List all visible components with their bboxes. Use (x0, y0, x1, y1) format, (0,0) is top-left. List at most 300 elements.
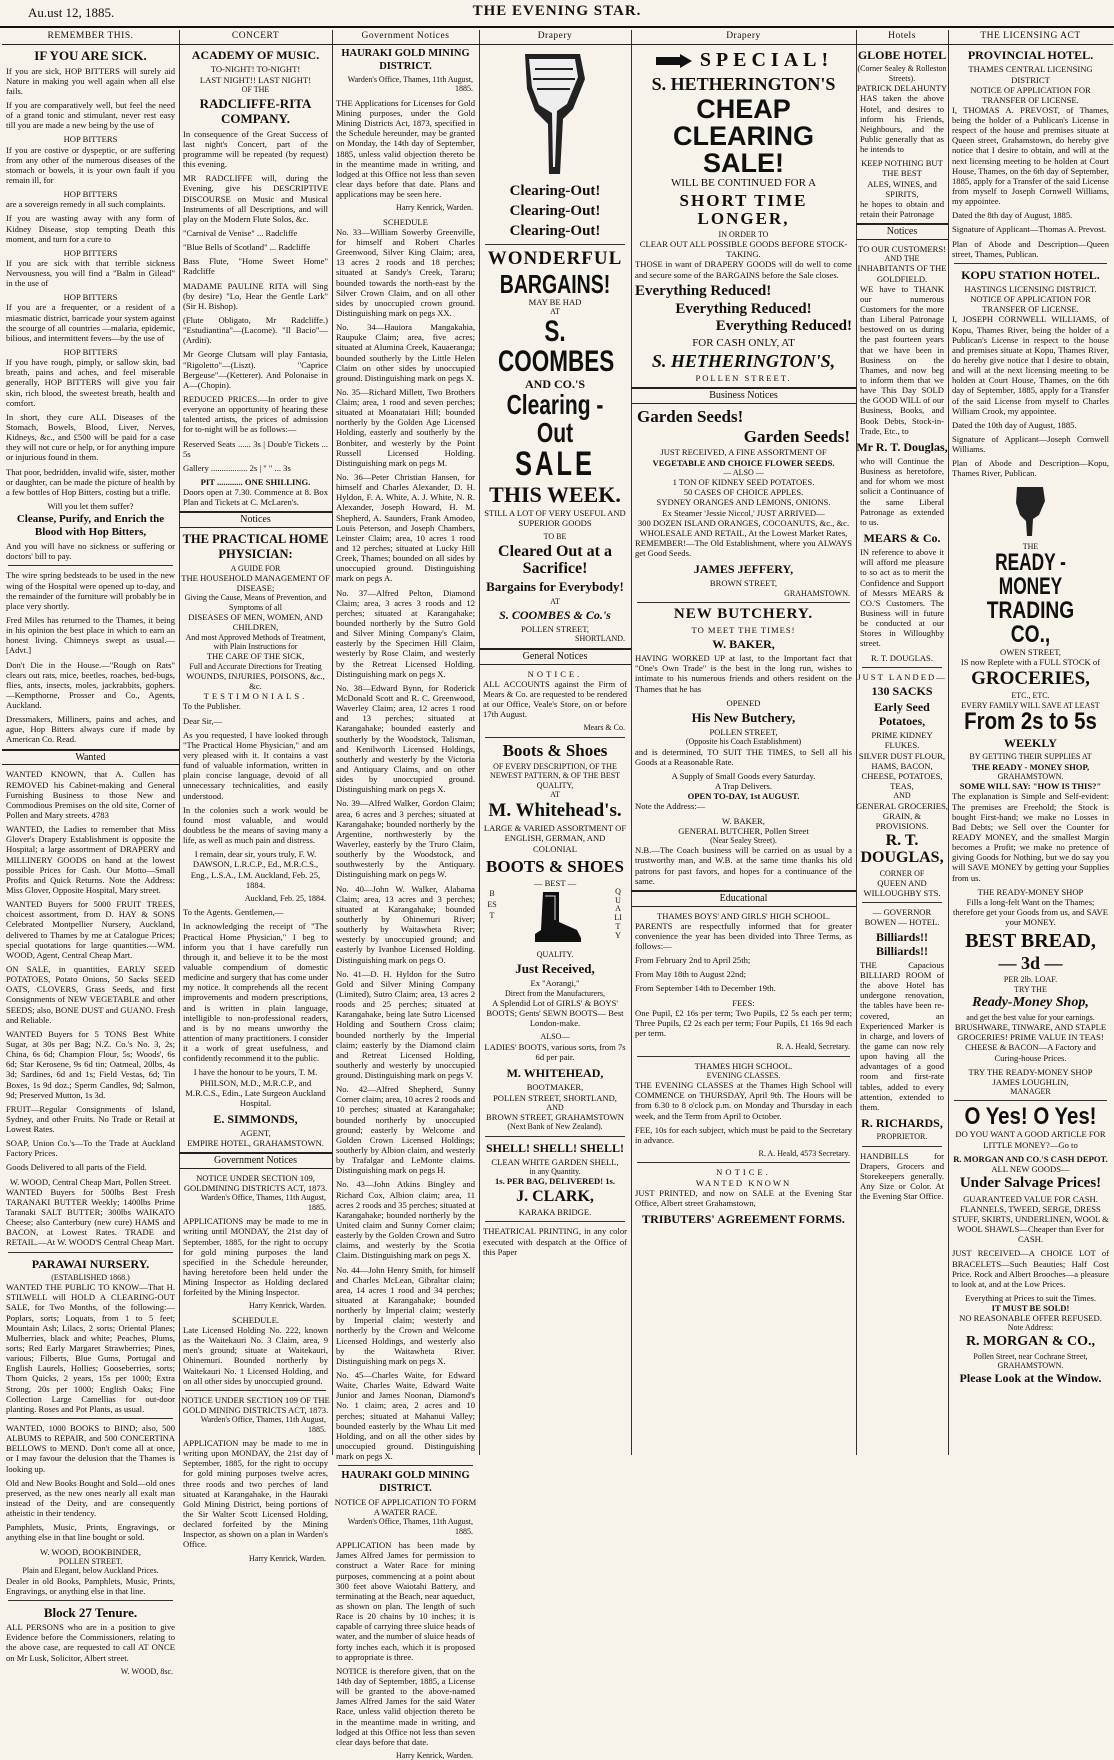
customers-sig: R. T. DOUGLAS. (871, 652, 933, 663)
customers-text: IN reference to above it will afford me pleasure to so act as to merit the Confidence and Support of Messrs MEARS & CO.'S Customers. The Business will in future be conducted at our Stores in Willoughby street. (860, 547, 944, 649)
kopu-dated: Dated the 10th day of August, 1885. (952, 419, 1077, 430)
physician-sig: I remain, dear sir, yours truly, F. W. DAWSON, L.R.C.P., Ed., M.R.C.S., Eng., L.S.A., I.M. Auckland, Feb. 25, 1884. (190, 849, 321, 890)
boots-direct: Direct from the Manufacturers, (505, 988, 605, 998)
bowen-title: — GOVERNOR BOWEN — HOTEL. (864, 907, 940, 928)
physician-pub: To the Publisher. (183, 701, 241, 712)
coombes-sale: SALE (514, 444, 596, 483)
schedule-entry: No. 38—Edward Bynn, for Roderick McDonald Scott and R. C. Greenwood, Waverley Claim; area, 12 acres 1 rood and 13 perches; situated at Karangahake; bounded easterly and southerly by the Woodstock, Talisman, and Kenilworth Licensed Holdings, southerly and westerly by the Victoria and Antiquary Claims, and on other sides by unoccupied ground. Distinguishing mark on pegs X. (336, 682, 475, 795)
schedule-entry: No. 33—William Sowerby Greenville, for himself and Robert Charles Greenwood, Silver King Claim; area, 13 acres 2 roods and 18 perches; situated at Sandy's Creek, Tararu; bounded towards the north-east by the Silver Crown Claim, and on all other sides by unoccupied crown ground. Distinguishing mark on pegs XX. (336, 226, 475, 318)
section-licensing: THE LICENSING ACT (948, 30, 1113, 45)
hop-text: If you are comparatively well, but feel the need of a grand tonic and stimulant, never rest easy till you are made a new being by the use of (6, 99, 175, 131)
pointing-hand-icon (1011, 483, 1051, 538)
wanted-sig: W. WOOD, Central Cheap Mart, Pollen Street. (9, 1176, 172, 1187)
physician-line: DISEASES OF MEN, WOMEN, AND CHILDREN, (188, 612, 323, 633)
masthead-date: Au.ust 12, 1885. (28, 5, 115, 20)
divider (8, 1600, 173, 1601)
butchery-supply: A Supply of Small Goods every Saturday. (671, 771, 816, 781)
ready-expl: The explanation is Simple and Self-evident: The premises are Freehold; the Stock is bought First-hand; we make no Losses in Bad Debts; we Sell over the Counter for READY MONEY, and the smallest Margin becomes a Profit; we make no pretence of giving Goods for Nothing, but we do say you will SAVE MONEY by getting your Supplies from us. (952, 791, 1109, 883)
physician-hotel: EMPIRE HOTEL, GRAHAMSTOWN. (187, 1138, 324, 1149)
column-2 (179, 30, 333, 1563)
hop-text: In short, they cure ALL Diseases of the Stomach, Bowels, Blood, Liver, Nerves, Kidneys, &c., and £500 will be paid for a case they will not cure or help, or for anything impure or injurious found in them. (6, 411, 175, 463)
boots-quality-vertical: QUALITY (614, 886, 622, 940)
coombes-andco: AND CO.'S (524, 376, 585, 391)
divider (862, 1146, 942, 1147)
boots-also: ALSO— (540, 1032, 570, 1042)
divider (338, 1465, 473, 1466)
books-text: Pamphlets, Music, Prints, Engravings, or anything else in that line bought or sold. (6, 1522, 175, 1543)
local-item: The wire spring bedsteads to be used in the new wing of the Hospital were opened up to-day, and the remainder of the furniture will probably be in place very shortly. (6, 570, 175, 611)
gov-text: Late Licensed Holding No. 222, known as the Waitekauri No. 3 Claim, area, 9 men's ground; situate at Waitekauri, Ohinemuri. Bounded northerly by Waitekauri No. 1 Licensed Holding, and on all other sides by unoccupied ground. (183, 1325, 328, 1386)
handbills-text: HANDBILLS for Drapers, Grocers and Storekeepers generally. Any Size or Color. At the Evening Star Office. (860, 1150, 944, 1202)
edu-sig: R. A. Heald, Secretary. (776, 1042, 850, 1052)
landed-and: AND (893, 791, 911, 801)
ready-etc: ETC., ETC. (1011, 691, 1050, 701)
race-text: APPLICATION has been made by James Alfred James for permission to construct a Water Race for mining purposes, commencing at a point about 300 feet above Waiotahi Battery, and terminating at the Beach, near aqueduct, as shown on plan. The length of such Race is 20 chains by 10 inches; it is capable of carrying three sluice heads of water, and the number of sluice heads of forty inches each, which it is proposed to appropriate is three. (336, 1540, 476, 1662)
special-title: SPECIAL! (699, 49, 834, 72)
provincial-notice: NOTICE OF APPLICATION FOR TRANSFER OF LICENSE. (970, 84, 1091, 105)
seeds-remember: REMEMBER!—The Old Establishment, where you ALWAYS get Good Seeds. (635, 538, 852, 559)
boots-graphic-block (479, 888, 631, 950)
ready-fills: Fills a long-felt Want on the Thames; therefore get your Goods from us, and SAVE your MONEY. (953, 896, 1108, 928)
boots-whitehead: M. Whitehead's. (488, 800, 622, 822)
wanted-ad: WANTED, the Ladies to remember that Miss Glover's Drapery Establishment is opposite the Hospital; a large assortment of DRAPERY and MILLINERY GOODS on hand at the lowest possible Prices for Cash. Our Motto—Small Profits and Quick Returns. Note the Address: Miss Glover, Opposite Hospital, Mary street. (6, 824, 175, 895)
morgan-all: ALL NEW GOODS— (991, 1163, 1070, 1174)
boots-large: LARGE & VARIED ASSORTMENT OF ENGLISH, GERMAN, AND COLONIAL (483, 823, 627, 854)
hop-text: If you are wasting away with any form of Kidney Disease, stop tempting Death this moment, and turn for a cure to (6, 213, 175, 244)
wanted-ad: Goods Delivered to all parts of the Field. (6, 1162, 147, 1173)
hop-text: If you have rough, pimply, or sallow skin, bad breath, pains and aches, and feel miserable generally, HOP BITTERS will give you fair skin, rich blood, the sweetest breath, health and comfort. (6, 357, 175, 408)
seeds-title-2: Garden Seeds! (743, 426, 850, 446)
race-office: Warden's Office, Thames, 11th August, 1885. (347, 1517, 473, 1536)
ready-shop-2: THE READY-MONEY SHOP (977, 886, 1084, 897)
kopu-plan: Plan of Abode and Description—Kopu, Thames River, Publican. (952, 458, 1109, 479)
physician-sig: I have the honour to be yours, T. M. PHILSON, M.D., M.R.C.P., and M.R.C.S., Edin., Late Surgeon Auckland Hospital. (185, 1067, 326, 1108)
physician-agent-label: AGENT, (240, 1128, 271, 1139)
physician-agents: To the Agents. Gentlemen,— (183, 907, 284, 918)
kopu-notice: NOTICE OF APPLICATION FOR TRANSFER OF LICENSE. (970, 294, 1091, 315)
hop-text: If you are costive or dyspeptic, or are suffering from any other of the numerous diseases of the stomach or bowels, it is your own fault if you remain ill, for (6, 144, 175, 185)
masthead-title: THE EVENING STAR. (472, 3, 642, 19)
masthead (0, 0, 1114, 28)
parawai-text: WANTED THE PUBLIC TO KNOW—That H. STILWELL will HOLD A CLEARING-OUT SALE, for Two Months, of the following:—Poplars, sorts; Loquats, from 1 to 5 feet; Mountain Ash; Lilacs, 2 sorts; Oriental Planes; Mulberries, black and white; Peaches, Plums, sorts; Red Early Margaret Strawberries; Pines, various; Filberts, Blue Gums, Portugal and English Laurels, Hollies; Gooseberries, sorts; Thorn Quicks, 2 years, 15s per 1000; Extra Strong, 20s per 1000; English Oaks; Fine Collection Large Camellias for out-door planting. Roses and Pot Plants, as usual. (6, 1282, 175, 1414)
column-3 (332, 30, 480, 1760)
boots-maker: BOOTMAKER, (526, 1082, 584, 1093)
boots-received: Just Received, (515, 961, 595, 977)
gov-sig: Harry Kenrick, Warden. (249, 1553, 326, 1563)
wanted-ad: WANTED Buyers for 5000 FRUIT TREES, choicest assortment, from D. HAY & SONS Celebrated Montpellier Nursery, Auckland, delivered to Thames by me at Catalogue Prices; special quotations for large quantities.—WM. WOOD, Agent, Central Cheap Mart. (6, 899, 175, 960)
divider (485, 244, 625, 245)
parawai-title: PARAWAI NURSERY. (31, 1256, 150, 1271)
hop-title: IF YOU ARE SICK. (34, 48, 147, 64)
butchery-open: OPEN TO-DAY, 1st AUGUST. (687, 791, 800, 802)
gov-schedule: SCHEDULE. (231, 1314, 280, 1325)
boots-and: AND (546, 1102, 564, 1112)
physician-date: Auckland, Feb. 25, 1884. (244, 893, 326, 903)
physician-body: In the colonies such a work would be found most valuable, and would doubtless be the means of saving many a life, as well as much pain and distress. (183, 804, 328, 846)
edu-term: From May 18th to August 22nd; (635, 969, 747, 980)
books-dealer: Dealer in old Books, Pamphlets, Music, Prints, Engravings, or anything else in that line. (6, 1575, 175, 1596)
physician-body: In acknowledging the receipt of "The Practical Home Physician," I beg to inform you that I have carefully run through it, and believe it to be the most valuable compendium of domestic medicine and surgery that has come under my notice. It comprehends all the recent improvements and modern prescriptions, and is written in plain language, intelligible to non-professional readers, and is by no means unworthy the attention of many practitioners. I consider it a work of great usefulness, and confidently recommend it to the public. (183, 921, 328, 1064)
ready-groceries: GROCERIES, (971, 668, 1090, 690)
books-text: WANTED, 1000 BOOKS to BIND; also, 500 ALBUMS to REPAIR, and 500 CONCERTINA BELLOWS to MEND. Don't come all at once, or I may favour the delusion that the Thames is looking up. (6, 1423, 175, 1474)
divider (637, 1056, 850, 1057)
butchery-meet: TO MEET THE TIMES! (691, 624, 796, 635)
hetherington-clear: CLEAR OUT ALL POSSIBLE GOODS BEFORE STOCK-TAKING. (639, 239, 848, 260)
butchery-baker: W. BAKER, (722, 815, 765, 826)
gov-title: NOTICE UNDER SECTION 109, GOLDMINING DISTRICTS ACT, 1873. (183, 1173, 328, 1194)
butchery-general: GENERAL BUTCHER, Pollen Street (678, 825, 809, 836)
concert-academy: ACADEMY OF MUSIC. (191, 48, 320, 63)
ready-weekly: WEEKLY (1004, 736, 1057, 751)
seeds-just: JUST RECEIVED, A FINE ASSORTMENT OF (660, 447, 827, 458)
seeds-cases: 50 CASES OF CHOICE APPLES. (683, 487, 804, 498)
section-educational: Educational (631, 890, 856, 907)
section-drapery: Drapery (479, 30, 631, 45)
provincial-text: I, THOMAS A. PREVOST, of Thames, being the holder of a Publican's License in respect of the house and premises situate at Queen street, Grahamstown, do hereby give notice that I desire to obtain, and will at the next licensing meeting to be holden at Court House, Thames, on the 6th day of September, 1885, apply for a Transfer of the said License from myself to Joseph Cornwell Williams, my appointee. (952, 104, 1109, 207)
butchery-pollen: POLLEN STREET, (709, 727, 778, 738)
edu-title: THAMES BOYS' AND GIRLS' HIGH SCHOOL. (656, 910, 831, 921)
hop-bitters-label: HOP BITTERS (63, 292, 118, 303)
customers-text: who will Continue the Business as heretofore, and for whom we most solicit a Continuance of the same Liberal Patronage as extended to us. (860, 455, 944, 527)
concert-prices: Reserved Seats ...... 3s | Doub'e Tickets ... 5s (183, 438, 328, 459)
physician-line: Giving the Cause, Means of Prevention, and Symptoms of all (184, 593, 327, 612)
notice-wanted: WANTED KNOWN (695, 1177, 792, 1188)
ready-some: SOME WILL SAY: "HOW IS THIS?" (959, 781, 1102, 792)
hop-remember: REMEMBER THIS. (2, 30, 179, 45)
boots-addr-2: BROWN STREET, GRAHAMSTOWN (486, 1112, 624, 1123)
seeds-brown: BROWN STREET, (709, 578, 778, 589)
edu-evening: EVENING CLASSES. (706, 1070, 781, 1080)
physician-title: THE PRACTICAL HOME PHYSICIAN: (182, 532, 329, 561)
special-row (631, 48, 856, 73)
divider (485, 1221, 625, 1222)
concert-song: "Carnival de Venise" ... Radcliffe (183, 228, 298, 238)
coombes-name-2: S. COOMBES & Co.'s (499, 608, 611, 623)
hetherington-cheap: CHEAP CLEARING SALE! (673, 94, 814, 179)
globe-patrick: PATRICK DELAHUNTY (856, 83, 948, 94)
coombes-week: THIS WEEK. (489, 481, 621, 507)
provincial-title: PROVINCIAL HOTEL. (967, 48, 1094, 63)
schedule-entry: No. 44—John Henry Smith, for himself and Charles McLean, Gibraltar claim; area, 14 acres 1 rood and 34 perches; situated at Karangahake; bounded northerly by Imperial claim; westerly by Imperial claim; westerly and northerly by the Crown and Welcome Licensed Holdings, and westerly also by the Waitawheta River. Distinguishing mark on pegs X. (336, 1264, 475, 1366)
concert-pit: PIT ............ ONE SHILLING. (200, 476, 311, 487)
boots-best: — BEST — (533, 877, 577, 888)
hetherington-short: SHORT TIME LONGER, (679, 191, 808, 228)
shell-qty: in any Quantity. (529, 1166, 581, 1176)
column-1 (2, 30, 180, 1676)
coombes-clearing-1: Clearing-Out! (509, 183, 601, 200)
race-sub: NOTICE OF APPLICATION TO FORM A WATER RACE. (334, 1497, 477, 1518)
physician-line: And most Approved Methods of Treatment, with Plain Instructions for (185, 632, 326, 651)
pointing-hand-icon (515, 49, 595, 179)
hetherington-inorder: IN ORDER TO (718, 229, 769, 239)
bowen-prop: PROPRIETOR. (876, 1132, 928, 1142)
seeds-whole: WHOLESALE AND RETAIL, At the Lowest Market Rates, (639, 527, 848, 538)
morgan-must: IT MUST BE SOLD! (991, 1303, 1070, 1314)
globe-corner: (Corner Sealey & Rolleston Streets). (857, 64, 947, 83)
concert-company: RADCLIFFE-RITA COMPANY. (199, 96, 312, 127)
boots-next: (Next Bank of New Zealand). (507, 1122, 603, 1132)
morgan-under: Under Salvage Prices! (959, 1174, 1102, 1191)
seeds-ton: 1 TON OF KIDNEY SEED POTATOES. (672, 477, 815, 488)
block-sig: W. WOOD, 8sc. (120, 1666, 173, 1676)
boots-bs: BOOTS & SHOES (486, 856, 624, 876)
hetherington-pollen: POLLEN STREET. (695, 372, 792, 383)
wanted-ad: WANTED KNOWN, that A. Cullen has REMOVED his Cabinet-making and General Furnishing Business to those New and Commodious Premises on the old site, Corner of Pollen and Mary streets. 4783 (6, 769, 175, 820)
schedule-entry: No. 36—Peter Christian Hansen, for himself and Charles Alexander, D. H. Hyldon, F. A. White, A. J. White, N. R. Alexander, Joseph Howard, H. M. Shepherd, A. Saunders, Frank Amodeo, Louis Peterson, and Joseph Chambers, Leinster Claim; area, 10 acres 1 rood and 12 perches; situated at Lucky Hill Creek, Thames; bounded on all sides by unoccupied ground. Distinguishing mark on pegs A. (336, 472, 475, 584)
concert-text: (Flute Obligato, Mr Radcliffe.) "Estudiantina"—(Lacome). "Il Bacio"—(Arditi). (183, 314, 328, 346)
hop-text: Will you let them suffer? (47, 501, 134, 512)
concert-doors: Doors open at 7.30. Commence at 8. Box Plan and Tickets at C. McLaren's. (183, 487, 328, 508)
boots-best-vertical: BEST (487, 888, 497, 921)
notice-text: JUST PRINTED, and now on SALE at the Evening Star Office, Albert street Grahamstown, (635, 1187, 852, 1208)
books-text: Old and New Books Bought and Sold—old ones preserved, as the new ones nearly all exalt man instead of the Deity, and are consequently atheistic in their tendency. (6, 1477, 175, 1519)
divider (8, 1252, 173, 1253)
hetherington-reduced-1: Everything Reduced! (635, 282, 772, 299)
hetherington-reduced-2: Everything Reduced! (675, 300, 812, 317)
boot-icon (525, 890, 585, 946)
schedule-entry: No. 37—Alfred Pelton, Diamond Claim; area, 3 acres 3 roods and 12 perches; situated at Karangahake; bounded northerly by the Sutro Gold and Silver Mining Company's Claim, easterly by the Specimen Hill Claim, westerly by Rose Claim, and westerly by the Retreat Licensed Holding. Distinguishing mark on pegs X. (336, 587, 475, 679)
physician-sir: Dear Sir,— (183, 715, 223, 726)
column-4 (479, 30, 632, 1455)
hauraki-sig: Harry Kenrick, Warden. (396, 203, 473, 213)
section-general-notices: General Notices (479, 648, 631, 665)
morgan-every: Everything at Prices to suit the Times. (964, 1293, 1097, 1303)
gov-title: NOTICE UNDER SECTION 109 OF THE GOLD MINING DISTRICTS ACT, 1873. (181, 1394, 330, 1415)
section-notices: Notices (179, 511, 332, 528)
morgan-just: JUST RECEIVED—A CHOICE LOT of BRACELETS—Such Beauties; Half Cost Price. Rock and Albert Brooches—a pleasure to look at, and at the Low Prices. (952, 1248, 1109, 1289)
hop-text: That poor, bedridden, invalid wife, sister, mother or daughter, can be made the picture of health by a few bottles of Hop Bitters, costing but a trifle. (6, 466, 175, 497)
concert-text: In consequence of the Great Success of last night's Concert, part of the programme will be repeated (by request) this evening. (183, 128, 328, 170)
morgan-depot: R. MORGAN AND CO.'S CASH DEPOT. (953, 1153, 1108, 1164)
edu-term: From September 14th to December 19th. (635, 983, 776, 994)
globe-has: HAS taken the above Hotel, and desires to inform his Friends, Neighbours, and the Public generally that as he intends to (860, 93, 944, 155)
ready-owen: OWEN STREET, (1000, 647, 1061, 658)
race-text: NOTICE is therefore given, that on the 14th day of September, 1885, a License will be granted to the above-named James Alfred James for the said Water Race, unless valid objection thereto be in the meantime made in writing, and lodged at this Office not less than seven clear days before that date. (336, 1665, 475, 1747)
douglas-queen: QUEEN AND WILLOUGHBY STS. (863, 878, 941, 899)
books-street: POLLEN STREET. (58, 1556, 123, 1566)
seeds-also: — ALSO — (723, 467, 764, 477)
notice-title: NOTICE. (716, 1167, 771, 1178)
bread-try-2: TRY THE READY-MONEY SHOP (968, 1066, 1093, 1077)
provincial-district: THAMES CENTRAL LICENSING DISTRICT (968, 64, 1093, 85)
ready-the: THE (1022, 541, 1039, 551)
landed-general: GENERAL GROCERIES, GRAIN, & PROVISIONS. (856, 800, 948, 831)
hop-text: If you are a frequenter, or a resident of a miasmatic district, barricade your system against the scourge of all countries —malaria, epidemic, bilious, and intermittent fevers—by the use of (6, 302, 175, 343)
concert-tonight: TO-NIGHT! TO-NIGHT! (210, 64, 301, 75)
edu-evtext: THE EVENING CLASSES at the Thames High School will COMMENCE on THURSDAY, April 9th. The Hours will be from 6.30 to 8 o'clock p.m. on Monday and Thursday in each week, and the Term from April to October. (635, 1080, 852, 1121)
kopu-text: I, JOSEPH CORNWELL WILLIAMS, of Kopu, Thames River, being the holder of a Publican's License in respect to the house and premises situate at Kopu, Thames River, do hereby give notice that I desire to obtain, and will at the next licensing meeting to be holden at Court House, Thames, on the 6th day of September, 1885, apply for a Transfer of the said License from myself to Charles William Crook, my appointee. (952, 314, 1109, 416)
hetherington-will: WILL BE CONTINUED FOR A (670, 177, 817, 190)
concert-text: MADAME PAULINE RITA will Sing (by desire) "Lo, Hear the Gentle Lark" (Sir H. Bishop). (183, 280, 328, 311)
boots-ex: Ex "Aorangi," (530, 978, 580, 989)
schedule-entry: No. 34—Hauiora Mangakahia, Raupuke Claim; area, five acres; situated at Alumina Creek, Kauaeranga; bounded southerly by the Little Helen Claim on other sides by unoccupied ground. Distinguishing mark on pegs X. (336, 322, 475, 383)
wanted-ad: ON SALE, in quantities, EARLY SEED POTATOES, Potato Onions, 50 Sacks SEED OATS, CLOVERS, Grass Seeds, and first Consignments of NEW VEGETABLE and other SEEDS; also, BONE DUST and GUANO. Fresh and Reliable. (6, 963, 175, 1025)
race-sig: Harry Kenrick, Warden. (396, 1750, 473, 1760)
ready-every: EVERY FAMILY WILL SAVE AT LEAST (961, 700, 1100, 710)
concert-text: REDUCED PRICES.—In order to give everyone an opportunity of hearing these talented artists, the prices of admission for to-night will be as follows:— (183, 393, 328, 435)
section-gov-notices: Government Notices (332, 30, 479, 45)
gov-office: Warden's Office, Thames, 11th August, 1885. (200, 1415, 326, 1434)
morgan-please: Please Look at the Window. (959, 1371, 1102, 1386)
divider (485, 1136, 625, 1137)
morgan-guar: GUARANTEED VALUE FOR CASH. FLANNELS, TWEED, SERGE, DRESS STUFF, SKIRTS, UNDERLINEN, WOOL & WOOL SHAWLS—Cheaper than Ever for CASH. (952, 1193, 1109, 1245)
boots-addr: POLLEN STREET, SHORTLAND, (493, 1092, 617, 1103)
ready-shop: THE READY - MONEY SHOP, (971, 761, 1090, 772)
wanted-ad: WANTED Buyers for 5 TONS Best White Sugar, at 30s per Bag; N.Z. Co.'s No. 3, 2s; China, 6s 6d; Champion Flour, 5s; Woods', 6s 6d; Star Kerosene, 9s 6d tin; Oatmeal, 20lbs, 4s 3d; Sardines, 6d and 1s; Field Vestas, 6d; Tin Boxes, 1s 9d doz.; Sperm Candles, 9d; Salmon, 9d; Preserved Mutton, 1s 3d. (6, 1028, 175, 1100)
bread-try: TRY THE (1014, 984, 1047, 994)
hop-bitters-label: HOP BITTERS (63, 247, 118, 258)
butchery-title: NEW BUTCHERY. (673, 606, 814, 623)
edu-sig-2: R. A. Heald, 4573 Secretary. (758, 1149, 850, 1159)
divider (185, 1390, 326, 1391)
hop-text: If you are sick, HOP BITTERS will surely aid Nature in making you well again when all else fails. (6, 65, 175, 96)
coombes-mayhad: MAY BE HAD (528, 297, 582, 308)
section-business-notices: Business Notices (631, 387, 856, 404)
douglas-corner: CORNER OF (879, 868, 925, 878)
hetherington-cash: FOR CASH ONLY, AT (692, 337, 795, 349)
column-7 (948, 30, 1113, 1455)
divider (862, 667, 942, 668)
kopu-title: KOPU STATION HOTEL. (961, 267, 1100, 282)
divider (862, 902, 942, 903)
wanted-ad: FRUIT—Regular Consignments of Island, Sydney, and other Fruits. No Trade or Retail at Lowest Rates. (6, 1103, 175, 1135)
hetherington-reduced-3: Everything Reduced! (715, 318, 852, 335)
bowen-name: R. RICHARDS, (861, 1116, 943, 1130)
coombes-clearing-out: Clearing - Out (506, 388, 604, 448)
boots-desc: OF EVERY DESCRIPTION, OF THE NEWEST PATTERN, & OF THE BEST QUALITY, (489, 761, 621, 790)
divider (8, 1418, 173, 1419)
seeds-dozen: 300 DOZEN ISLAND ORANGES, COCOANUTS, &c., &c. (637, 517, 850, 528)
bread-value: and get the best value for your earnings. (966, 1012, 1095, 1022)
ready-trading: TRADING CO., (986, 597, 1075, 649)
gov-text: APPLICATION may be made to me in writing upon MONDAY, the 21st day of September, 1885, for the right to occupy for gold mining purposes twelve acres, three roods and two perches of land situated at Karangahake, in the Hauraki Gold Mining District, being portions of the Sir Walter Scott Licensed Holding, declared forfeited by the Mining Inspector, as shown on a plan in Warden's Office. (183, 1438, 328, 1550)
butchery-opened: OPENED (726, 697, 761, 708)
hauraki-office: Warden's Office, Thames, 11th August, 1885. (347, 74, 473, 94)
physician-guide: A GUIDE FOR (230, 563, 281, 573)
hauraki-title: HAURAKI GOLD MINING DISTRICT. (341, 48, 470, 72)
seeds-graham: GRAHAMSTOWN. (784, 588, 850, 598)
coombes-wonderful: WONDERFUL (487, 248, 623, 270)
gov-office: Warden's Office, Thames, 11th August, 1885. (200, 1193, 326, 1212)
concert-of: OF THE (241, 84, 270, 94)
butchery-near: (Near Sealey Street). (710, 835, 777, 845)
coombes-clearing-2: Clearing-Out! (509, 202, 601, 219)
concert-song: "Blue Bells of Scotland" ... Radcliffe (183, 242, 311, 253)
seeds-ex: Ex Steamer 'Jessie Niccol,' JUST ARRIVED— (662, 507, 825, 518)
gov-sig: Harry Kenrick, Warden. (249, 1301, 326, 1311)
customers-douglas: Mr R. T. Douglas, (856, 439, 948, 454)
section-hotels: Hotels (856, 30, 948, 45)
morgan-pollen: Pollen Street, near Cochrane Street, GRAHAMSTOWN. (973, 1351, 1088, 1370)
race-title: HAURAKI GOLD MINING DISTRICT. (341, 1470, 470, 1494)
bread-price: — 3d — (998, 953, 1063, 974)
general-notice-text: ALL ACCOUNTS against the Firm of Mears & Co. are requested to be rendered at our Office, Veale's Store, on or before 17th August. (483, 678, 627, 720)
hop-bitters-label: HOP BITTERS (63, 347, 118, 358)
local-item: Fred Miles has returned to the Thames, it being in his opinion the best place in which to earn an honest living. Chimneys swept as usual.—[Advt.] (6, 614, 175, 656)
books-plain: Plain and Elegant, below Auckland Prices. (22, 1566, 159, 1576)
morgan-oyes: O Yes! O Yes! (964, 1103, 1097, 1131)
customers-and: AND THE (884, 254, 920, 263)
coombes-name: S. COOMBES (498, 314, 615, 378)
schedule-entry: No. 43—John Atkins Bingley and Richard Cox, Albion claim; area, 11 acres 2 roods and 35 perches; situated at Karangahake; bounded northerly by the United claim and Sunny Corner claim; easterly by the Golden Crown and Sutro claims, and westerly by the Scotia Claim. Distinguishing mark on pegs X. (336, 1179, 475, 1261)
edu-text: PARENTS are respectfully informed that for greater convenience the year has been divided into Three Terms, as follows:— (635, 920, 852, 952)
parawai-est: (ESTABLISHED 1868.) (51, 1272, 130, 1282)
block-text: ALL PERSONS who are in a position to give Evidence before the Commissioners, relating to the above case, are requested to call AT ONCE on Mr Lusk, Solicitor, Albert street. (6, 1622, 175, 1663)
ready-graham: GRAHAMSTOWN. (997, 771, 1064, 781)
butchery-det: and is determined, TO SUIT THE TIMES, to Sell all his Goods at a Reasonable Rate. (635, 746, 852, 767)
landed-silver: SILVER DUST FLOUR, HAMS, BACON, CHEESE, POTATOES, TEAS, (858, 750, 946, 791)
morgan-name: R. MORGAN & CO., (965, 1333, 1096, 1349)
edu-feetext: One Pupil, £2 16s per term; Two Pupils, £2 5s each per term; Three Pupils, £2 2s each per term; Four Pupils, £1 16s 9d each per term. (635, 1007, 852, 1039)
coombes-clearing-3: Clearing-Out! (509, 222, 601, 239)
bread-brush: BRUSHWARE, TINWARE, AND STAPLE GROCERIES! PRIME VALUE IN TEAS! CHEESE & BACON—A Factory and Curing-house Prices. (954, 1022, 1107, 1063)
edu-term: From February 2nd to April 25th; (635, 955, 751, 966)
hauraki-schedule: SCHEDULE (383, 216, 428, 227)
globe-ales: ALES, WINES, and SPIRITS, (867, 178, 937, 199)
butchery-his: His New Butchery, (691, 709, 796, 725)
boots-ladies: LADIES' BOOTS, various sorts, from 7s 6d per pair. (484, 1041, 626, 1063)
pointing-hand-icon (654, 52, 694, 70)
seeds-name: JAMES JEFFERY, (693, 562, 794, 577)
boots-at: AT (550, 789, 560, 799)
boots-quality-label: QUALITY. (536, 949, 574, 959)
hop-text: And you will have no sickness or suffering or doctors' bill to pay. (6, 541, 175, 562)
bowen-billiards: Billiards!! Billiards!! (875, 929, 928, 958)
shell-price: 1s. PER BAG, DELIVERED! 1s. (494, 1176, 616, 1187)
butchery-note: Note the Address:— (635, 801, 706, 812)
globe-hopes: he hopes to obtain and retain their Patronage (860, 198, 944, 219)
globe-keep: KEEP NOTHING BUT THE BEST (861, 158, 943, 179)
customers-title: TO OUR CUSTOMERS! (857, 243, 947, 254)
provincial-plan: Plan of Abode and Description—Queen street, Thames, Publican. (952, 238, 1109, 259)
schedule-entry: No. 40—John W. Walker, Alabama Claim; area, 13 acres and 3 perches; situated at Karangahake; bounded southerly by Ohinemuri River; southerly by Waitawheta River; westerly by unoccupied ground; and easterly by Ivanhoe Licensed Holding. Distinguishing mark on pegs O. (336, 883, 475, 965)
physician-line: Full and Accurate Directions for Treating (189, 661, 322, 671)
shell-title: SHELL! SHELL! SHELL! (485, 1140, 625, 1155)
landed-sacks: 130 SACKS (871, 683, 933, 698)
general-notice-sig: Mears & Co. (583, 723, 625, 733)
seeds-title-1: Garden Seeds! (637, 406, 744, 426)
butchery-deliver: A Trap Delivers. (714, 781, 773, 792)
concert-prices: Gallery ................. 2s | " " ... 3s (183, 462, 291, 473)
schedule-entry: No. 41—D. H. Hyldon for the Sutro Gold and Silver Mining Company (Limited), Sutro Claim; area, 13 acres 2 roods and 25 perches; situated at Karangahake, being late Sutro Licensed Holding and Southern Cross claim; bounded northerly by the Imperial claim; easterly by the Diamond claim and Retreat Licensed Holding, southerly and westerly by unoccupied ground. Distinguishing mark on pegs V. (336, 968, 475, 1081)
hauraki-intro: THE Applications for Licenses for Gold Mining purposes, under the Gold Mining Districts Act, 1873, specified in the Schedule hereunder, may be granted on Monday, the 14th day of September, 1885, unless valid objection thereto be in the meantime made in writing, and lodged at this Office not less than seven clear days before that date. Plans and applications may be seen here. (336, 97, 475, 200)
customers-text: WE have to THANK our numerous Customers for the more than Liberal Patronage bestowed on us during the past fourteen years that we have been in Business on the Thames, and now beg to inform them that we have This Day SOLD the GOOD WILL of our Business, Books, and Book Debts, Stock-in-Trade, Etc., to (860, 283, 944, 436)
customers-inh: INHABITANTS OF THE GOLDFIELD. (857, 263, 947, 284)
landed-prime: PRIME KIDNEY FLUKES. (871, 730, 933, 751)
shell-text: CLEAN WHITE GARDEN SHELL, (491, 1156, 619, 1167)
hop-text: are a sovereign remedy in all such complaints. (6, 199, 166, 210)
morgan-reasonable: NO REASONABLE OFFER REFUSED. (959, 1313, 1102, 1324)
landed-early: Early Seed Potatoes, (874, 699, 930, 729)
block-title: Block 27 Tenure. (43, 1604, 138, 1620)
divider (954, 263, 1107, 264)
globe-title: GLOBE HOTEL (857, 48, 947, 63)
hop-text: If you are sick with that terrible sickness Nervousness, you will find a "Balm in Gilead" in the use of (6, 257, 175, 289)
ready-title: READY - MONEY (995, 549, 1066, 601)
hetherington-those: THOSE in want of DRAPERY GOODS will do well to come and secure some of the BARGAINS before the Sale closes. (635, 259, 852, 280)
edu-hs: THAMES HIGH SCHOOL. (694, 1060, 793, 1071)
gov-text: APPLICATIONS may be made to me in writing until MONDAY, the 21st day of September, 1885, for the right to occupy for gold mining purposes the land specified in the Schedule hereunder, having heretofore been held under the Mining Inspector as Holding declared forfeited by the Mining Inspector. (183, 1216, 328, 1298)
column-6 (856, 30, 949, 1455)
ready-replete: IS now Replete with a FULL STOCK of (960, 657, 1101, 668)
section-wanted: Wanted (2, 749, 179, 766)
physician-line: THE CARE OF THE SICK, (206, 651, 305, 662)
coombes-bargains-for: Bargains for Everybody! (486, 579, 624, 595)
landed-title: JUST LANDED— (857, 671, 947, 682)
bread-per: PER 2lb. LOAF. (1003, 975, 1058, 985)
shell-bridge: KARAKA BRIDGE. (518, 1207, 592, 1218)
section-concert: CONCERT (179, 30, 332, 45)
